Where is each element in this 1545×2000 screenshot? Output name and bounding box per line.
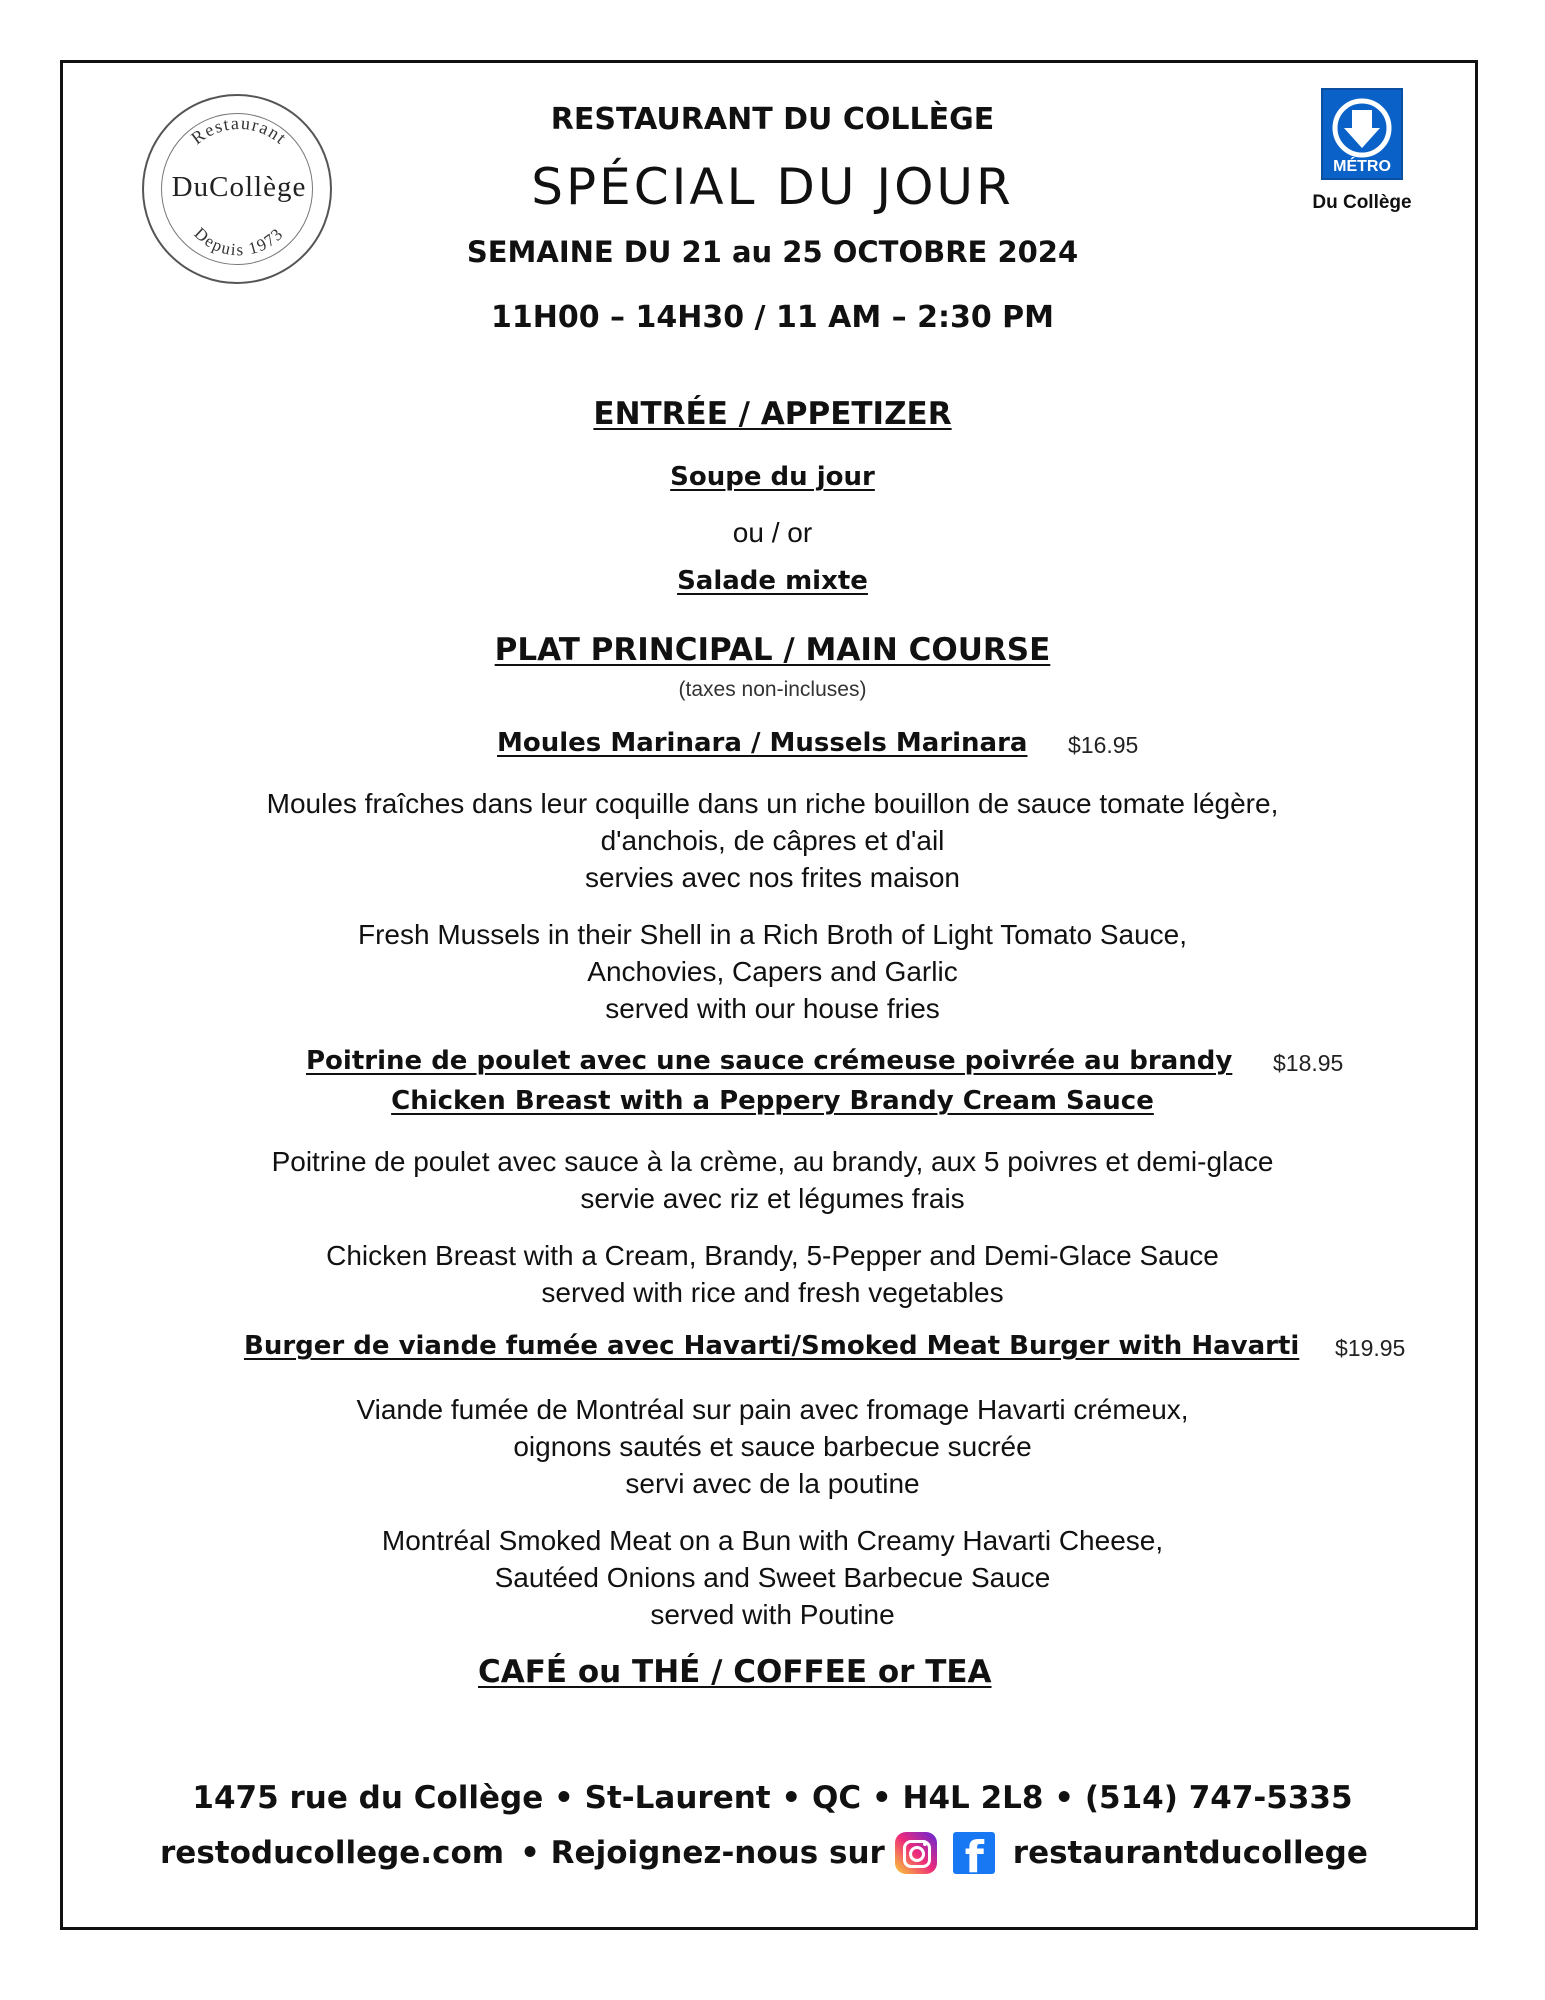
- appetizer-heading: ENTRÉE / APPETIZER: [593, 396, 952, 432]
- dish-3-desc-en-3: served with Poutine: [650, 1599, 895, 1630]
- metro-station: Du Collège: [1312, 192, 1412, 213]
- dish-3-price: $19.95: [1335, 1335, 1406, 1361]
- appetizer-separator: ou / or: [732, 517, 813, 548]
- dish-3-desc-fr-1: Viande fumée de Montréal sur pain avec fromage Havarti crémeux,: [356, 1394, 1189, 1425]
- appetizer-option-salad: Salade mixte: [677, 566, 868, 596]
- taxes-note: (taxes non-incluses): [678, 678, 867, 701]
- dish-1-desc-fr-2: d'anchois, de câpres et d'ail: [600, 825, 945, 856]
- dish-3-desc-fr-2: oignons sautés et sauce barbecue sucrée: [513, 1431, 1032, 1462]
- week-dates: SEMAINE DU 21 au 25 OCTOBRE 2024: [466, 235, 1079, 269]
- dish-1-desc-en-2: Anchovies, Capers and Garlic: [587, 956, 958, 987]
- logo-top-text: Restaurant: [187, 112, 292, 149]
- metro-label: MÉTRO: [1333, 158, 1391, 175]
- dish-1-desc-en-3: served with our house fries: [605, 993, 940, 1024]
- drink-heading: CAFÉ ou THÉ / COFFEE or TEA: [478, 1654, 992, 1690]
- dish-3-desc-fr-3: servi avec de la poutine: [625, 1468, 920, 1499]
- dish-3-desc-en-1: Montréal Smoked Meat on a Bun with Creamy Havarti Cheese,: [381, 1525, 1164, 1556]
- dish-1-price: $16.95: [1068, 732, 1139, 758]
- appetizer-option-soup: Soupe du jour: [670, 462, 875, 492]
- footer-social-handle[interactable]: restaurantducollege: [1012, 1835, 1368, 1871]
- dish-1-title: Moules Marinara / Mussels Marinara: [497, 728, 1028, 758]
- restaurant-name: RESTAURANT DU COLLÈGE: [550, 102, 995, 137]
- dish-1-desc-en-1: Fresh Mussels in their Shell in a Rich Broth of Light Tomato Sauce,: [358, 919, 1187, 950]
- facebook-icon[interactable]: f: [953, 1832, 995, 1874]
- logo-bottom-text: Depuis 1973: [190, 223, 288, 260]
- dish-2-price: $18.95: [1273, 1050, 1344, 1076]
- dish-1-desc-fr-1: Moules fraîches dans leur coquille dans un riche bouillon de sauce tomate légère,: [266, 788, 1279, 819]
- dish-2-desc-fr-1: Poitrine de poulet avec sauce à la crème, au brandy, aux 5 poivres et demi-glace: [271, 1146, 1274, 1177]
- service-hours: 11H00 – 14H30 / 11 AM – 2:30 PM: [491, 300, 1054, 335]
- dish-2-title-en: Chicken Breast with a Peppery Brandy Cream Sauce: [391, 1086, 1154, 1116]
- dish-3-title: Burger de viande fumée avec Havarti/Smoked Meat Burger with Havarti: [244, 1331, 1300, 1361]
- instagram-icon[interactable]: [895, 1832, 937, 1874]
- dish-2-desc-fr-2: servie avec riz et légumes frais: [580, 1183, 965, 1214]
- page-title: SPÉCIAL DU JOUR: [531, 158, 1014, 216]
- dish-2-desc-en-1: Chicken Breast with a Cream, Brandy, 5-Pepper and Demi-Glace Sauce: [326, 1240, 1219, 1271]
- logo-brand: DuCollège: [171, 171, 307, 203]
- footer-address: 1475 rue du Collège • St-Laurent • QC • H4L 2L8 • (514) 747-5335: [192, 1780, 1353, 1816]
- dish-2-desc-en-2: served with rice and fresh vegetables: [541, 1277, 1004, 1308]
- main-course-heading: PLAT PRINCIPAL / MAIN COURSE: [494, 632, 1051, 668]
- dish-3-desc-en-2: Sautéed Onions and Sweet Barbecue Sauce: [494, 1562, 1051, 1593]
- footer-website[interactable]: restoducollege.com: [160, 1835, 505, 1871]
- footer-join-text: • Rejoignez-nous sur: [520, 1835, 885, 1871]
- footer-social-row: [160, 1832, 1368, 1874]
- dish-1-desc-fr-3: servies avec nos frites maison: [584, 862, 961, 893]
- dish-2-title: Poitrine de poulet avec une sauce crémeuse poivrée au brandy: [306, 1046, 1233, 1076]
